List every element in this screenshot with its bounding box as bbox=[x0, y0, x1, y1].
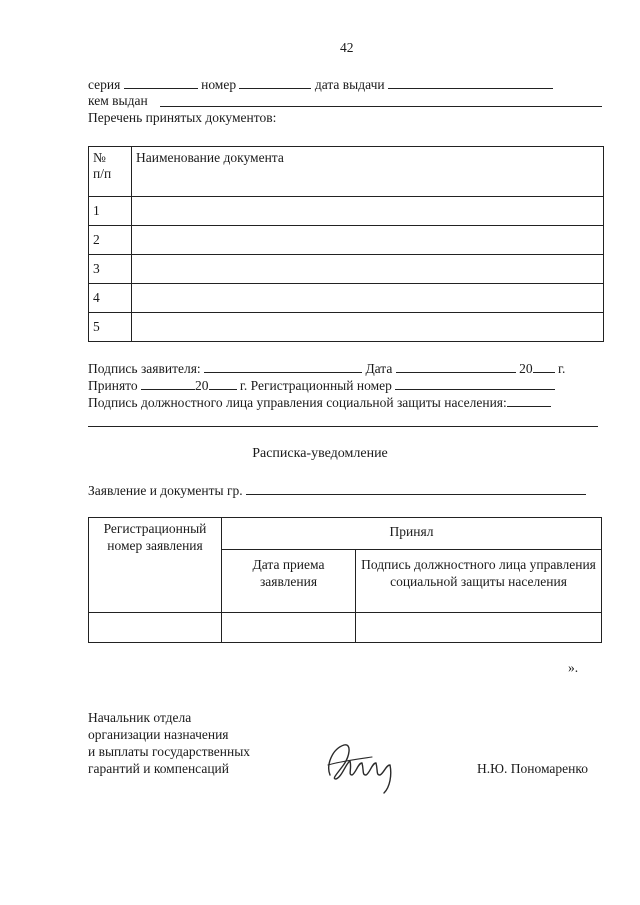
official-signature-line bbox=[88, 394, 551, 411]
number-field[interactable] bbox=[239, 76, 311, 89]
date-field[interactable] bbox=[396, 360, 516, 373]
handwritten-signature bbox=[322, 735, 402, 795]
row-num: 4 bbox=[89, 284, 132, 313]
date-label: Дата bbox=[365, 361, 393, 376]
col-reg-number-header: Регистрационный номер заявления bbox=[89, 518, 222, 613]
table-row bbox=[89, 226, 604, 255]
series-field[interactable] bbox=[124, 76, 198, 89]
accepted-year-prefix: 20 bbox=[195, 378, 209, 393]
footer-position-line-4: гарантий и компенсаций bbox=[88, 761, 229, 776]
accepted-date-field[interactable] bbox=[141, 377, 195, 390]
row-num: 5 bbox=[89, 313, 132, 342]
row-num: 3 bbox=[89, 255, 132, 284]
col-accepted-header: Принял bbox=[222, 518, 602, 550]
col-date-header: Дата приема заявления bbox=[222, 550, 356, 613]
official-signature-continuation[interactable] bbox=[88, 426, 598, 427]
col-num-header bbox=[89, 147, 132, 197]
accepted-year-field[interactable] bbox=[209, 377, 237, 390]
documents-list-label: Перечень принятых документов: bbox=[88, 110, 277, 125]
col-num-text: № п/п bbox=[93, 150, 112, 181]
closing-quote: ». bbox=[568, 660, 579, 675]
receipt-reg-number-cell[interactable] bbox=[89, 613, 222, 643]
year-prefix: 20 bbox=[519, 361, 533, 376]
row-name-cell[interactable] bbox=[132, 313, 604, 342]
col-signature-header: Подпись должностного лица управления социальной защиты населения bbox=[356, 550, 602, 613]
row-name-cell[interactable] bbox=[132, 255, 604, 284]
applicant-signature-label: Подпись заявителя: bbox=[88, 361, 201, 376]
receipt-table bbox=[88, 517, 602, 643]
receipt-signature-cell[interactable] bbox=[356, 613, 602, 643]
issue-date-field[interactable] bbox=[388, 76, 553, 89]
receipt-data-row bbox=[89, 613, 602, 643]
accepted-label: Принято bbox=[88, 378, 138, 393]
row-num: 1 bbox=[89, 197, 132, 226]
accepted-line bbox=[88, 377, 555, 394]
series-label: серия bbox=[88, 77, 121, 92]
footer-position-line-3: и выплаты государственных bbox=[88, 744, 251, 759]
applicant-signature-field[interactable] bbox=[204, 360, 362, 373]
row-num: 2 bbox=[89, 226, 132, 255]
row-name-cell[interactable] bbox=[132, 226, 604, 255]
applicant-signature-line bbox=[88, 360, 565, 377]
documents-table bbox=[88, 146, 604, 342]
table-row bbox=[89, 255, 604, 284]
row-name-cell[interactable] bbox=[132, 197, 604, 226]
receipt-applicant-label: Заявление и документы гр. bbox=[88, 483, 243, 498]
row-name-cell[interactable] bbox=[132, 284, 604, 313]
receipt-applicant-line bbox=[88, 482, 586, 499]
documents-table-header bbox=[89, 147, 604, 197]
passport-line bbox=[88, 76, 553, 93]
official-signature-label: Подпись должностного лица управления социальной защиты населения: bbox=[88, 395, 507, 410]
reg-number-field[interactable] bbox=[395, 377, 555, 390]
receipt-title: Расписка-уведомление bbox=[252, 446, 388, 461]
receipt-date-cell[interactable] bbox=[222, 613, 356, 643]
page-number: 42 bbox=[340, 40, 354, 55]
receipt-header-row-1 bbox=[89, 518, 602, 550]
issued-by-field[interactable] bbox=[160, 106, 602, 107]
signer-name: Н.Ю. Пономаренко bbox=[477, 761, 588, 776]
number-label: номер bbox=[201, 77, 237, 92]
receipt-applicant-field[interactable] bbox=[246, 482, 586, 495]
col-name-header: Наименование документа bbox=[132, 147, 604, 197]
reg-number-label: г. Регистрационный номер bbox=[239, 378, 392, 393]
year-field[interactable] bbox=[533, 360, 555, 373]
table-row bbox=[89, 313, 604, 342]
table-row bbox=[89, 197, 604, 226]
year-suffix: г. bbox=[557, 361, 566, 376]
footer-position-line-1: Начальник отдела bbox=[88, 710, 192, 725]
table-row bbox=[89, 284, 604, 313]
issued-by-label: кем выдан bbox=[88, 93, 148, 108]
issue-date-label: дата выдачи bbox=[314, 77, 385, 92]
official-signature-field[interactable] bbox=[507, 394, 551, 407]
footer-position-line-2: организации назначения bbox=[88, 727, 229, 742]
